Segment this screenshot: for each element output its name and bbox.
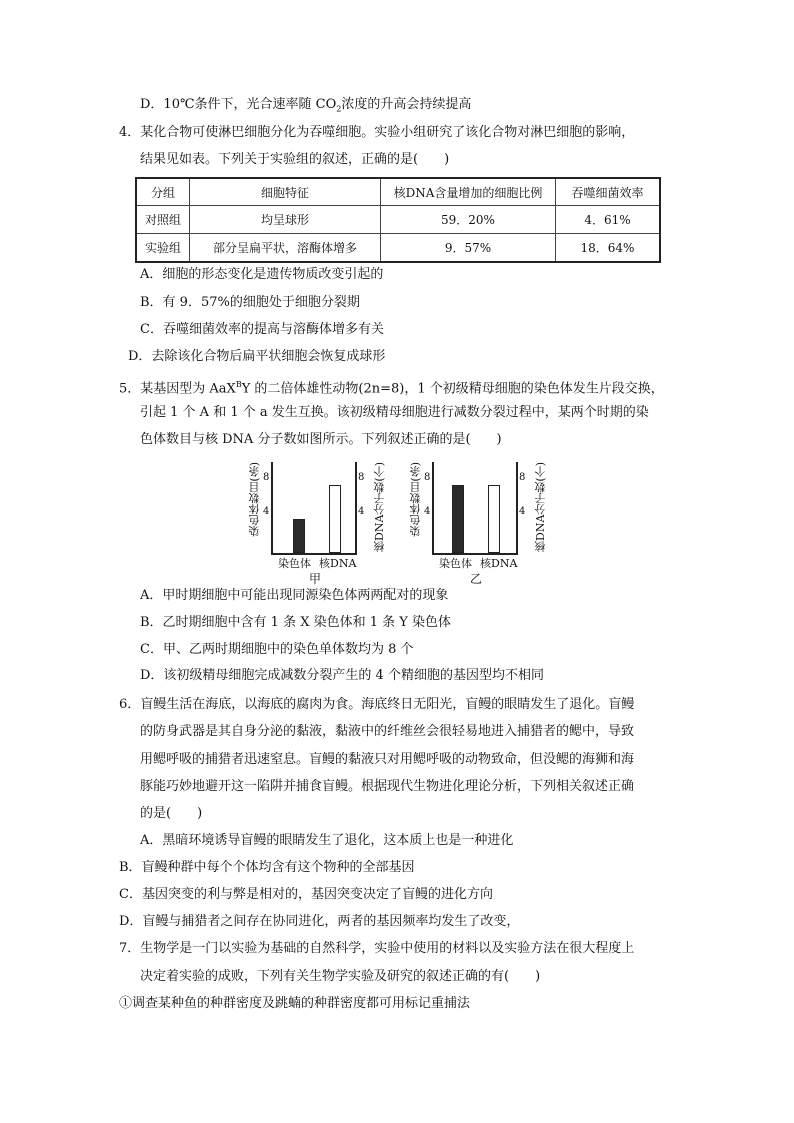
chart-yi [406,456,546,586]
question-5-line3: 色体数目与核 DNA 分子数如图所示。下列叙述正确的是( ) [140,432,502,447]
table-cell: 59．20% [381,206,556,234]
question-4-line2: 结果见如表。下列关于实验组的叙述，正确的是( ) [140,152,450,167]
y-axis-label-right: 核DNA分子数(个) [373,462,386,552]
question-7-item-1: ①调查某种鱼的种群密度及跳蝻的种群密度都可用标记重捕法 [119,996,471,1011]
tick-label: 4 [263,506,270,517]
tick-label: 8 [424,472,431,483]
option-d-prev: D．10℃条件下，光合速率随 $CO_2$浓度的升高会持续提高 [140,97,472,114]
table-header: 核DNA含量增加的细胞比例 [381,178,556,206]
q4-option-b: B．有 9．57%的细胞处于细胞分裂期 [140,295,360,310]
tick-label: 8 [519,472,526,483]
question-4-line1: 4．某化合物可使淋巴细胞分化为吞噬细胞。实验小组研究了该化合物对淋巴细胞的影响， [119,125,635,140]
question-5-line2: 引起 1 个 A 和 1 个 a 发生互换。该初级精母细胞进行减数分裂过程中，某两个时期的染 [140,405,649,420]
chart-jia [245,456,385,586]
table-header: 细胞特征 [190,178,381,206]
q6-option-d: D．盲鳗与捕猎者之间存在协同进化，两者的基因频率均发生了改变， [119,914,520,929]
table-row [136,234,660,263]
y-axis-label-left: 染色体数目(条) [409,462,422,537]
x-tick-label: 核DNA [480,557,518,570]
question-5-line1: 5．某基因型为 AaX$^B$Y 的二倍体雄性动物(2n=8)，1 个初级精母细胞的染色体发生片段交换， [119,380,664,397]
q5-option-b: B．乙时期细胞中含有 1 条 X 染色体和 1 条 Y 染色体 [140,615,451,630]
question-6-line2: 的防身武器是其自身分泌的黏液，黏液中的纤维丝会很轻易地进入捕猎者的鳃中，导致 [140,724,635,739]
question-7-line1: 7．生物学是一门以实验为基础的自然科学，实验中使用的材料以及实验方法在很大程度上 [119,941,635,956]
y-axis-left [271,462,273,554]
bar-chromosome [452,485,464,553]
q5-option-a: A．甲时期细胞中可能出现同源染色体两两配对的现象 [140,588,449,603]
table-cell: 实验组 [136,234,190,263]
chart-title: 甲 [309,572,322,586]
question-6-line4: 豚能巧妙地避开这一陷阱并捕食盲鳗。根据现代生物进化理论分析，下列相关叙述正确 [140,779,635,794]
question-6-line3: 用鳃呼吸的捕猎者迅速窒息。盲鳗的黏液只对用鳃呼吸的动物致命，但没鳃的海狮和海 [140,752,635,767]
table-header-row [136,178,660,206]
table-cell: 均呈球形 [190,206,381,234]
table-row [136,206,660,234]
y-axis-right [516,462,518,554]
bar-chromosome [293,519,305,553]
q6-option-a: A．黑暗环境诱导盲鳗的眼睛发生了退化，这本质上也是一种进化 [140,833,514,848]
question-6-line1: 6．盲鳗生活在海底，以海底的腐肉为食。海底终日无阳光，盲鳗的眼睛发生了退化。盲鳗 [119,697,635,712]
table-cell: 18．64% [556,234,661,263]
y-axis-right [355,462,357,554]
q4-option-c: C．吞噬细菌效率的提高与溶酶体增多有关 [140,322,384,337]
y-axis-label-left: 染色体数目(条) [248,462,261,537]
results-table [135,177,661,263]
x-tick-label: 核DNA [319,557,357,570]
table-cell: 9．57% [381,234,556,263]
tick-label: 8 [263,472,270,483]
y-axis-label-right: 核DNA分子数(个) [534,462,547,552]
tick-label: 4 [519,506,526,517]
question-7-line2: 决定着实验的成败，下列有关生物学实验及研究的叙述正确的有( ) [140,969,541,984]
table-cell: 4．61% [556,206,661,234]
q4-option-d: D．去除该化合物后扁平状细胞会恢复成球形 [128,349,386,364]
chart-title: 乙 [470,572,483,586]
q6-option-b: B．盲鳗种群中每个个体均含有这个物种的全部基因 [119,860,415,875]
tick-label: 4 [424,506,431,517]
x-tick-label: 染色体 [278,557,311,570]
x-tick-label: 染色体 [439,557,472,570]
table-cell: 对照组 [136,206,190,234]
q5-option-c: C．甲、乙两时期细胞中的染色单体数均为 8 个 [140,642,414,657]
table-cell: 部分呈扁平状，溶酶体增多 [190,234,381,263]
question-6-line5: 的是( ) [140,806,203,821]
bar-dna [329,485,341,553]
q4-option-a: A．细胞的形态变化是遗传物质改变引起的 [140,267,384,282]
y-axis-left [432,462,434,554]
q5-option-d: D．该初级精母细胞完成减数分裂产生的 4 个精细胞的基因型均不相同 [140,668,544,683]
bar-dna [488,485,500,553]
table-header: 分组 [136,178,190,206]
q6-option-c: C．基因突变的利与弊是相对的，基因突变决定了盲鳗的进化方向 [119,887,493,902]
table-header: 吞噬细菌效率 [556,178,661,206]
tick-label: 4 [358,506,365,517]
tick-label: 8 [358,472,365,483]
